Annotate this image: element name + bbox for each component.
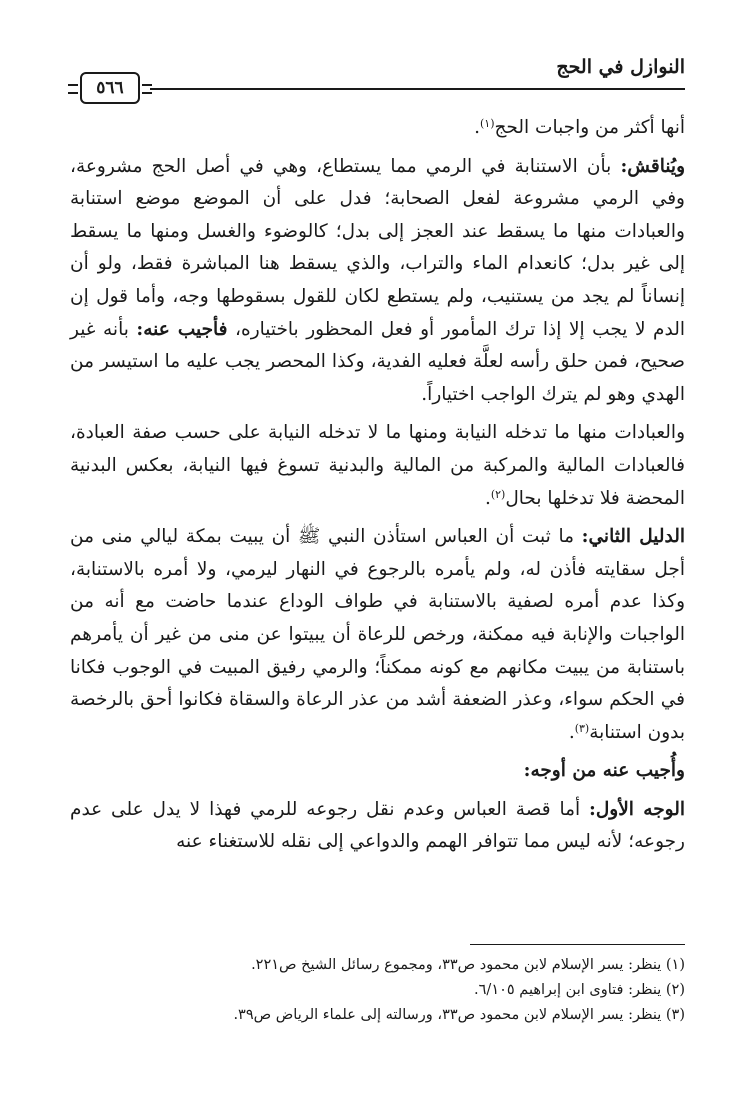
first-aspect-label: الوجه الأول: — [588, 798, 685, 820]
paragraph-4-end: . — [568, 721, 575, 743]
footnotes — [70, 953, 685, 1028]
paragraph-4 — [70, 521, 685, 749]
paragraph-1-end: . — [474, 117, 480, 138]
paragraph-5 — [70, 755, 685, 788]
page-number-frame — [80, 72, 140, 104]
paragraph-6-text: أما قصة العباس وعدم نقل رجوعه للرمي فهذا لا يدل على عدم رجوعه؛ لأنه ليس مما تتوافر الهمم والدواعي إلى نقله للاستغناء عنه — [70, 798, 685, 853]
paragraph-3-end: . — [484, 487, 491, 509]
paragraph-1-text: أنها أكثر من واجبات الحج — [494, 117, 685, 138]
paragraph-6 — [70, 794, 685, 859]
paragraph-1 — [70, 112, 685, 145]
paragraph-3-text: والعبادات منها ما تدخله النيابة ومنها ما لا تدخله النيابة على حسب صفة العبادة، فالعبادات المالية والمركبة من المالية والبدنية تسوغ فيها النيابة، بعكس البدنية المحضة فلا تدخلها بحال — [70, 422, 685, 509]
paragraph-2 — [70, 151, 685, 412]
footnote-3: (٣) ينظر: يسر الإسلام لابن محمود ص٣٣، ورسالته إلى علماء الرياض ص٣٩. — [233, 1007, 685, 1023]
footnote-2: (٢) ينظر: فتاوى ابن إبراهيم ٦/١٠٥. — [474, 982, 685, 998]
footnote-separator — [470, 944, 685, 945]
footnote-ref-3: (٣) — [574, 721, 590, 735]
paragraph-2-tail: بأنه غير صحيح، فمن حلق رأسه لعلَّة فعليه الفدية، وكذا المحصر يجب عليه ما استيسر من الهدي وهو لم يترك الواجب اختياراً. — [70, 318, 686, 405]
second-evidence-label: الدليل الثاني: — [581, 526, 686, 548]
reply-label: فأجيب عنه: — [136, 318, 228, 340]
page-header — [70, 52, 685, 102]
header-rule — [150, 88, 685, 90]
paragraph-4-text: ما ثبت أن العباس استأذن النبي ﷺ أن يبيت بمكة ليالي منى من أجل سقايته فأذن له، ولم يأمره بالرجوع في النهار ليرمي، ولا أمره بالاستنابة، وكذا عدم أمره لصفية بالاستنابة في طواف الوداع عندما حاضت مع أنه من الواجبات والإنابة فيه ممكنة، ورخص للرعاة أن يبيتوا عن منى من غير أن يأمرهم باستنابة من يبيت مكانهم مع كونه ممكناً؛ والرمي رفيق المبيت في الوجوب فكانا في الحكم سواء، وعذر الضعفة أشد من عذر الرعاة والسقاة فكانوا أحق بالرخصة بدون استنابة — [70, 526, 685, 743]
discussion-label: ويُناقش: — [620, 155, 685, 177]
footnote-ref-2: (٢) — [490, 487, 506, 501]
footnote-1: (١) ينظر: يسر الإسلام لابن محمود ص٣٣، ومجموع رسائل الشيخ ص٢٢١. — [251, 957, 685, 973]
footnote-ref-1: (١) — [479, 117, 495, 130]
reply-aspects-heading: وأُجيب عنه من أوجه: — [523, 760, 685, 782]
page-number: ٥٦٦ — [96, 78, 124, 98]
paragraph-2-text: بأن الاستنابة في الرمي مما يستطاع، وهي في أصل الحج مشروعة، وفي الرمي مشروعة لفعل الصحابة؛ فدل على أن الموضع موضع استنابة والعبادات منها ما يسقط عند العجز إلى بدل؛ كالوضوء والغسل ومنها ما يسقط إلى غير بدل؛ كانعدام الماء والتراب، والذي يسقط هنا المباشرة فقط، ولو أن إنساناً لم يجد من يستنيب، ولم يستطع لكان للقول بسقوطها وجه، وأما قول إن الدم لا يجب إلا إذا ترك المأمور أو فعل المحظور باختياره، — [70, 155, 685, 340]
main-text — [70, 112, 685, 865]
paragraph-3 — [70, 417, 685, 515]
running-title: النوازل في الحج — [556, 56, 685, 78]
